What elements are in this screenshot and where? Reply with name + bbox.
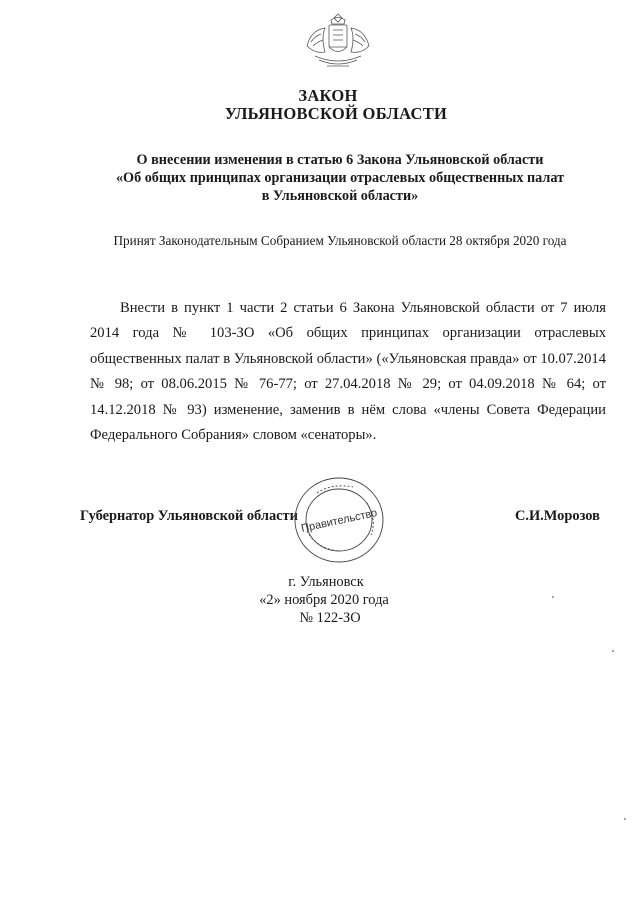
subject-line-1: О внесении изменения в статью 6 Закона Ульяновской области	[136, 152, 544, 168]
subject-line-3: в Ульяновской области»	[261, 188, 419, 204]
scan-speck	[612, 650, 614, 652]
law-title: ЗАКОН	[298, 86, 358, 105]
signatory-name: С.И.Морозов	[515, 508, 600, 524]
scan-speck	[552, 596, 554, 598]
coat-of-arms-icon	[295, 8, 381, 74]
subject-line-2: «Об общих принципах организации отраслевых общественных палат	[115, 170, 565, 186]
seal-label: Правительство	[300, 507, 379, 535]
official-seal-icon	[287, 473, 391, 567]
scan-speck	[624, 818, 626, 820]
law-region-title: УЛЬЯНОВСКОЙ ОБЛАСТИ	[224, 104, 448, 123]
adoption-note: Принят Законодательным Собранием Ульяновской области 28 октября 2020 года	[113, 233, 567, 248]
law-number: № 122-ЗО	[299, 610, 361, 626]
place-of-signing: г. Ульяновск	[288, 574, 364, 590]
law-body	[90, 296, 606, 448]
body-paragraph: Внести в пункт 1 части 2 статьи 6 Закона Ульяновской области от 7 июля 2014 года № 103-ЗО «Об общих принципах организации отраслевых общественных палат в Ульяновской области» («Ульяновская правда» от 10.07.2014 № 98; от 08.06.2015 № 76-77; от 27.04.2018 № 29; от 04.09.2018 № 64; от 14.12.2018 № 93) изменение, заменив в нём слова «члены Совета Федерации Федерального Собрания» словом «сенаторы».	[90, 300, 606, 444]
signatory-title: Губернатор Ульяновской области	[80, 508, 298, 524]
signing-date: «2» ноября 2020 года	[259, 592, 389, 608]
